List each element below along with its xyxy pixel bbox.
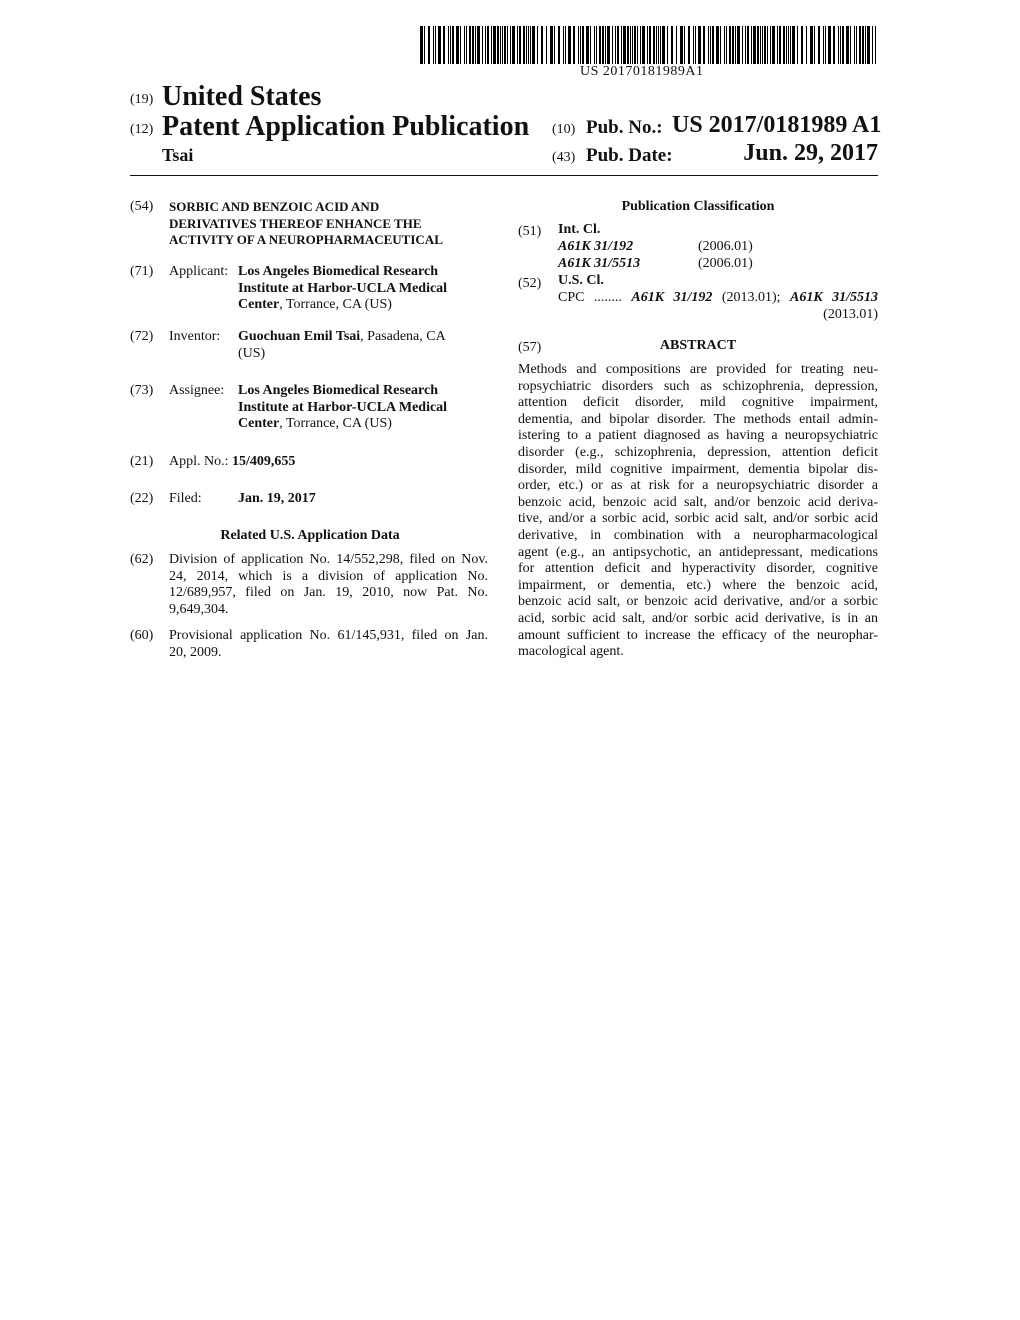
provisional-line: 20, 2009. [169, 644, 222, 660]
abstract-line: disorder, mild cognitive impairment, dementia bipolar dis- [518, 461, 878, 477]
provisional-code: (60) [130, 628, 154, 643]
assignee-value [238, 383, 498, 433]
barcode-bar [541, 26, 543, 64]
barcode-number: US 20170181989A1 [580, 64, 704, 79]
barcode-bar [530, 26, 531, 64]
barcode-bar [554, 26, 555, 64]
related-data-heading: Related U.S. Application Data [220, 528, 400, 543]
barcode-bar [797, 26, 798, 64]
barcode-bar [623, 26, 626, 64]
barcode-bar [720, 26, 721, 64]
int-cl-class: A61K 31/192 [558, 239, 634, 254]
barcode-bar [528, 26, 529, 64]
barcode-bar [464, 26, 465, 64]
barcode-bar [833, 26, 835, 64]
barcode-bar [729, 26, 731, 64]
barcode-bar [695, 26, 696, 64]
title-line: SORBIC AND BENZOIC ACID AND [169, 199, 380, 214]
barcode-bar [779, 26, 781, 64]
barcode-bar [840, 26, 841, 64]
barcode-bar [526, 26, 527, 64]
barcode-bar [482, 26, 483, 64]
pub-number-value: US 2017/0181989 A1 [672, 112, 882, 138]
barcode-bar [693, 26, 694, 64]
classification-heading: Publication Classification [621, 199, 775, 214]
barcode-bar [448, 26, 449, 64]
barcode-bar [767, 26, 768, 64]
barcode-bar [662, 26, 665, 64]
barcode-bar [558, 26, 560, 64]
int-cl-label: Int. Cl. [558, 222, 601, 237]
barcode-bar [475, 26, 476, 64]
barcode-bar [825, 26, 826, 64]
abstract-line: dementia, and bipolar disorder. The methods entail admin- [518, 411, 878, 427]
barcode-bar [615, 26, 616, 64]
barcode-bar [607, 26, 610, 64]
barcode-bar [450, 26, 451, 64]
barcode-bar [716, 26, 719, 64]
inventor-label: Inventor: [169, 329, 221, 344]
barcode-bar [745, 26, 746, 64]
abstract-line: derivative, in combination with a neuropharmacological [518, 527, 878, 543]
barcode-bar [710, 26, 711, 64]
inid-code-12: (12) [130, 122, 154, 137]
barcode-bar [653, 26, 655, 64]
barcode-bar [519, 26, 521, 64]
cpc-year: (2013.01) [823, 307, 878, 322]
barcode-bar [712, 26, 714, 64]
title-line: DERIVATIVES THEREOF ENHANCE THE [169, 215, 422, 231]
barcode-bar [660, 26, 661, 64]
barcode-bar [856, 26, 857, 64]
barcode-bar [485, 26, 486, 64]
barcode-bar [550, 26, 553, 64]
abstract-body [518, 362, 878, 661]
applicant-center: Center [238, 297, 280, 313]
pub-date-value: Jun. 29, 2017 [743, 140, 878, 166]
barcode-bar [854, 26, 855, 64]
barcode-bar [586, 26, 589, 64]
assignee-center: Center [238, 416, 280, 432]
int-cl-year: (2006.01) [698, 239, 753, 254]
abstract-line: attention deficit disorder, mild cognitive impairment, [518, 395, 878, 411]
barcode-bar [656, 26, 657, 64]
barcode-bar [703, 26, 705, 64]
barcode-bar [627, 26, 629, 64]
appl-number: 15/409,655 [232, 454, 296, 469]
inventor-location: , Pasadena, CA [360, 329, 446, 344]
barcode-bar [777, 26, 778, 64]
abstract-line: amount sufficient to increase the efficacy of the neurophar- [518, 627, 878, 643]
barcode-bar [742, 26, 743, 64]
cpc-class: A61K 31/5513 [790, 290, 879, 305]
abstract-line: macological agent. [518, 644, 624, 660]
barcode-bar [563, 26, 564, 64]
barcode-bar [818, 26, 820, 64]
barcode-bar [737, 26, 740, 64]
barcode-bar [602, 26, 604, 64]
barcode-bar [647, 26, 648, 64]
barcode-bar [846, 26, 849, 64]
barcode-bar [770, 26, 771, 64]
assignee-location: , Torrance, CA (US) [279, 416, 392, 432]
barcode-bar [460, 26, 461, 64]
abstract-line: order, etc.) or as at risk for a neuropsychiatric disorder a [518, 478, 878, 494]
barcode-bar [676, 26, 677, 64]
barcode-bar [688, 26, 690, 64]
barcode-bar [786, 26, 787, 64]
barcode-bar [698, 26, 701, 64]
barcode-bar [726, 26, 727, 64]
barcode-bar [578, 26, 579, 64]
division-code: (62) [130, 552, 154, 567]
barcode-bar [806, 26, 807, 64]
abstract-line: Methods and compositions are provided for treating neu- [518, 362, 878, 377]
us-cl-code: (52) [518, 276, 542, 291]
barcode-bar [500, 26, 501, 64]
barcode-bar [757, 26, 759, 64]
publication-type-heading: Patent Application Publication [162, 111, 530, 142]
inid-code-43: (43) [552, 150, 576, 165]
barcode-bar [630, 26, 631, 64]
barcode-bar [828, 26, 831, 64]
abstract-code: (57) [518, 340, 542, 355]
filed-label: Filed: [169, 491, 202, 506]
barcode-bar [708, 26, 709, 64]
inventor-name: Guochuan Emil Tsai [238, 329, 361, 344]
applicant-line: Institute at Harbor-UCLA Medical [238, 280, 448, 296]
barcode-bar [810, 26, 813, 64]
barcode-bar [634, 26, 636, 64]
barcode-bar [469, 26, 471, 64]
barcode-bar [783, 26, 785, 64]
barcode-bar [865, 26, 866, 64]
inid-code-10: (10) [552, 122, 576, 137]
barcode-bar [762, 26, 763, 64]
filed-code: (22) [130, 491, 154, 506]
applicant-line: Los Angeles Biomedical Research [238, 264, 439, 279]
barcode-bar [764, 26, 766, 64]
barcode-bar [684, 26, 685, 64]
barcode-bar [504, 26, 506, 64]
barcode-bar [658, 26, 659, 64]
barcode-bar [599, 26, 601, 64]
barcode-bar [792, 26, 795, 64]
barcode-bar [452, 26, 454, 64]
barcode-bar [477, 26, 480, 64]
cpc-label: CPC ........ [558, 290, 622, 305]
barcode-bar [617, 26, 619, 64]
int-cl-code: (51) [518, 224, 542, 239]
barcode-bar [487, 26, 489, 64]
barcode-bar [838, 26, 839, 64]
abstract-heading: ABSTRACT [659, 338, 737, 353]
barcode-bar [850, 26, 851, 64]
barcode-bar [493, 26, 496, 64]
inventor-country: (US) [238, 345, 266, 361]
barcode-bar [621, 26, 622, 64]
barcode-bar [872, 26, 873, 64]
applicant-code: (71) [130, 264, 154, 279]
barcode-bar [859, 26, 861, 64]
assignee-line [238, 416, 498, 433]
barcode-bar [428, 26, 430, 64]
barcode-bar [456, 26, 459, 64]
provisional-text [169, 628, 488, 661]
us-cl-label: U.S. Cl. [558, 273, 604, 288]
barcode-bar [751, 26, 752, 64]
barcode-bar [680, 26, 683, 64]
division-line: 12/689,957, filed on Jan. 19, 2010, now Pat. No. [169, 585, 488, 601]
barcode-bar [790, 26, 791, 64]
barcode-bar [753, 26, 756, 64]
barcode-bar [438, 26, 441, 64]
barcode-bar [443, 26, 445, 64]
abstract-line: benzoic acid, benzoic acid salt, and/or benzoic acid deriva- [518, 494, 878, 510]
barcode-bar [435, 26, 436, 64]
barcode-bar [568, 26, 571, 64]
appl-code: (21) [130, 454, 154, 469]
barcode-bar [814, 26, 815, 64]
barcode-bar [637, 26, 638, 64]
barcode-bar [823, 26, 824, 64]
barcode-bar [512, 26, 515, 64]
division-text [169, 552, 488, 618]
applicant-value [238, 264, 498, 314]
barcode-bar [424, 26, 425, 64]
inventor-value [238, 329, 498, 362]
header-divider [130, 175, 878, 176]
barcode-bar [532, 26, 535, 64]
division-line: 9,649,304. [169, 601, 229, 617]
barcode-bar [466, 26, 467, 64]
assignee-label: Assignee: [169, 383, 225, 398]
barcode-bar [517, 26, 518, 64]
abstract-line: tive, and/or a sorbic acid, sorbic acid salt, and/or sorbic acid [518, 511, 878, 527]
cpc-year: (2013.01); [721, 290, 781, 305]
barcode-bar [594, 26, 595, 64]
barcode-bar [590, 26, 591, 64]
applicant-location: , Torrance, CA (US) [279, 297, 392, 313]
inventor-surname-heading: Tsai [162, 145, 194, 165]
abstract-line: ropsychiatric disorders such as schizophrenia, depression, [518, 378, 878, 394]
int-cl-class: A61K 31/5513 [558, 256, 641, 271]
country-heading: United States [162, 81, 322, 112]
barcode-bar [772, 26, 775, 64]
barcode-bar [867, 26, 870, 64]
barcode-bar [596, 26, 597, 64]
barcode-bar [507, 26, 508, 64]
title-line: ACTIVITY OF A NEUROPHARMACEUTICAL [169, 232, 443, 248]
barcode-bar [735, 26, 736, 64]
applicant-label: Applicant: [169, 264, 229, 279]
invention-title [169, 199, 499, 249]
barcode-bar [491, 26, 492, 64]
inid-code-19: (19) [130, 92, 154, 107]
assignee-code: (73) [130, 383, 154, 398]
barcode-bar [732, 26, 734, 64]
appl-row [169, 454, 295, 471]
abstract-line: impairment, or dementia, etc.) where the benzoic acid, [518, 577, 878, 593]
abstract-line: benzoic acid salt, or benzoic acid derivative, and/or a sorbic [518, 594, 878, 610]
barcode-bar [523, 26, 525, 64]
pub-date-label: Pub. Date: [586, 145, 673, 166]
cpc-line [558, 290, 878, 307]
title-code: (54) [130, 199, 154, 214]
barcode-bar [747, 26, 749, 64]
abstract-line: agent (e.g., an antipsychotic, an antidepressant, medications [518, 544, 878, 560]
barcode-bar [632, 26, 633, 64]
abstract-line: disorder (e.g., schizophrenia, depression, attention deficit [518, 444, 878, 460]
barcode-bar [433, 26, 434, 64]
pub-number-label: Pub. No.: [586, 117, 663, 138]
barcode-bar [472, 26, 474, 64]
barcode-bar [420, 26, 423, 64]
barcode-bar [510, 26, 511, 64]
barcode-bar [605, 26, 606, 64]
barcode-bar [862, 26, 864, 64]
barcode-bar [875, 26, 876, 64]
applicant-line [238, 297, 498, 314]
barcode-bar [612, 26, 613, 64]
barcode-bar [565, 26, 566, 64]
abstract-line: for attention deficit and hyperactivity disorder, cognitive [518, 561, 878, 577]
barcode-bar [671, 26, 673, 64]
provisional-line: Provisional application No. 61/145,931, filed on Jan. [169, 628, 488, 643]
barcode-bar [642, 26, 645, 64]
barcode-bar [497, 26, 499, 64]
abstract-line: acid, sorbic acid salt, and/or sorbic acid derivative, is in an [518, 610, 878, 626]
barcode-bar [649, 26, 651, 64]
inventor-code: (72) [130, 329, 154, 344]
barcode-bar [537, 26, 538, 64]
abstract-line: istering to a patient diagnosed as having a neuropsychiatric [518, 428, 878, 444]
barcode-bar [546, 26, 547, 64]
filed-date: Jan. 19, 2017 [238, 491, 316, 506]
barcode [420, 26, 878, 64]
barcode-bar [580, 26, 581, 64]
int-cl-year: (2006.01) [698, 256, 753, 271]
appl-label: Appl. No.: [169, 454, 229, 469]
cpc-class: A61K 31/192 [631, 290, 713, 305]
barcode-bar [502, 26, 503, 64]
assignee-line: Los Angeles Biomedical Research [238, 383, 439, 398]
division-line: 24, 2014, which is a division of application No. [169, 568, 488, 584]
barcode-bar [788, 26, 789, 64]
barcode-bar [801, 26, 803, 64]
assignee-line: Institute at Harbor-UCLA Medical [238, 399, 448, 415]
barcode-bar [760, 26, 761, 64]
barcode-bar [640, 26, 641, 64]
barcode-bar [573, 26, 575, 64]
barcode-bar [724, 26, 725, 64]
barcode-bar [582, 26, 584, 64]
barcode-bar [842, 26, 844, 64]
barcode-bar [667, 26, 668, 64]
division-line: Division of application No. 14/552,298, filed on Nov. [169, 552, 488, 567]
